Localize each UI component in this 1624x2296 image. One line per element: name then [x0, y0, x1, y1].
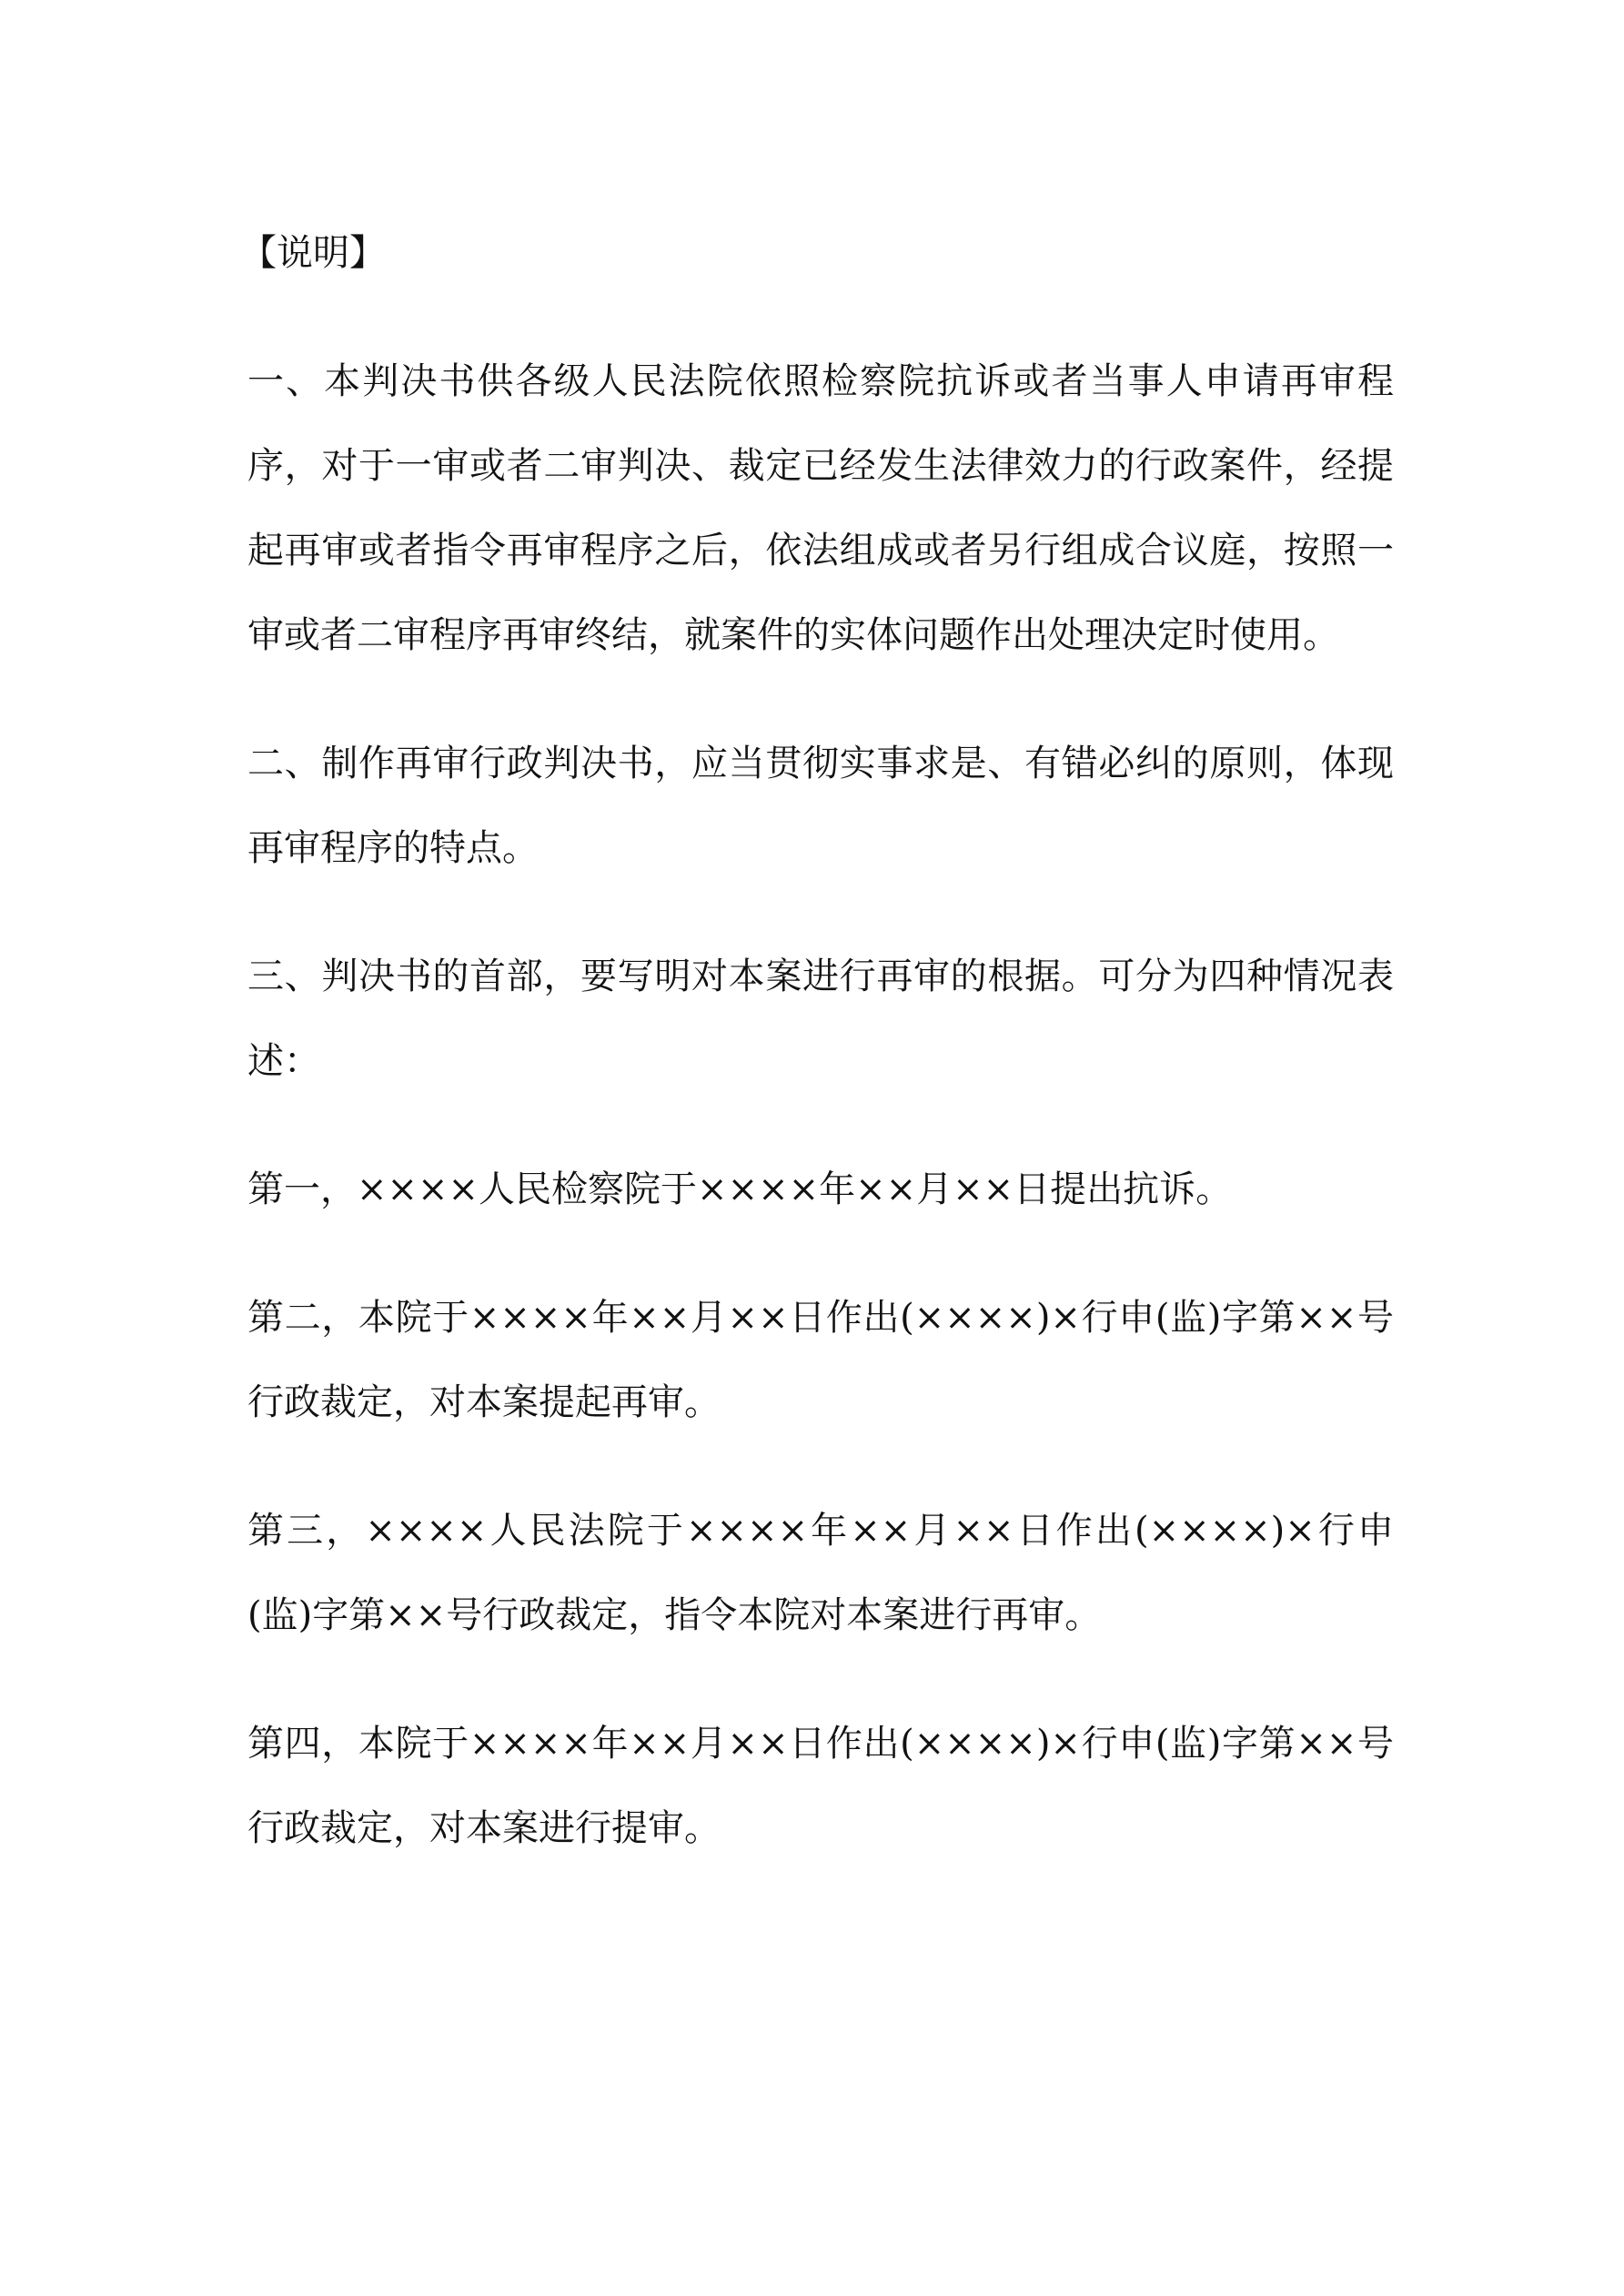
paragraph-4: 第一，××××人民检察院于××××年××月××日提出抗诉。 [247, 1168, 1233, 1210]
paragraph-7: 第四，本院于××××年××月××日作出(××××)×行申(监)字第××号行政裁定，对本案进行提审。 [247, 1723, 1394, 1849]
paragraph-3: 三、判决书的首部，要写明对本案进行再审的根据。可分为四种情况表述： [247, 956, 1394, 1082]
paragraph-1: 一、本判决书供各级人民法院依照检察院抗诉或者当事人申请再审程序，对于一审或者二审判决、裁定已经发生法律效力的行政案件，经提起再审或者指令再审程序之后，依法组成或者另行组成合议庭，按照一审或者二审程序再审终结，就案件的实体问题作出处理决定时使用。 [247, 360, 1394, 656]
section-heading: 【说明】 [240, 232, 386, 274]
paragraph-2: 二、制作再审行政判决书，应当贯彻实事求是、有错必纠的原则，体现再审程序的特点。 [247, 743, 1394, 869]
document-body [240, 211, 1394, 1871]
paragraph-5: 第二，本院于××××年××月××日作出(××××)×行申(监)字第××号行政裁定，对本案提起再审。 [247, 1297, 1394, 1423]
paragraph-6: 第三，××××人民法院于××××年××月××日作出(××××)×行申(监)字第××号行政裁定，指令本院对本案进行再审。 [247, 1510, 1394, 1636]
